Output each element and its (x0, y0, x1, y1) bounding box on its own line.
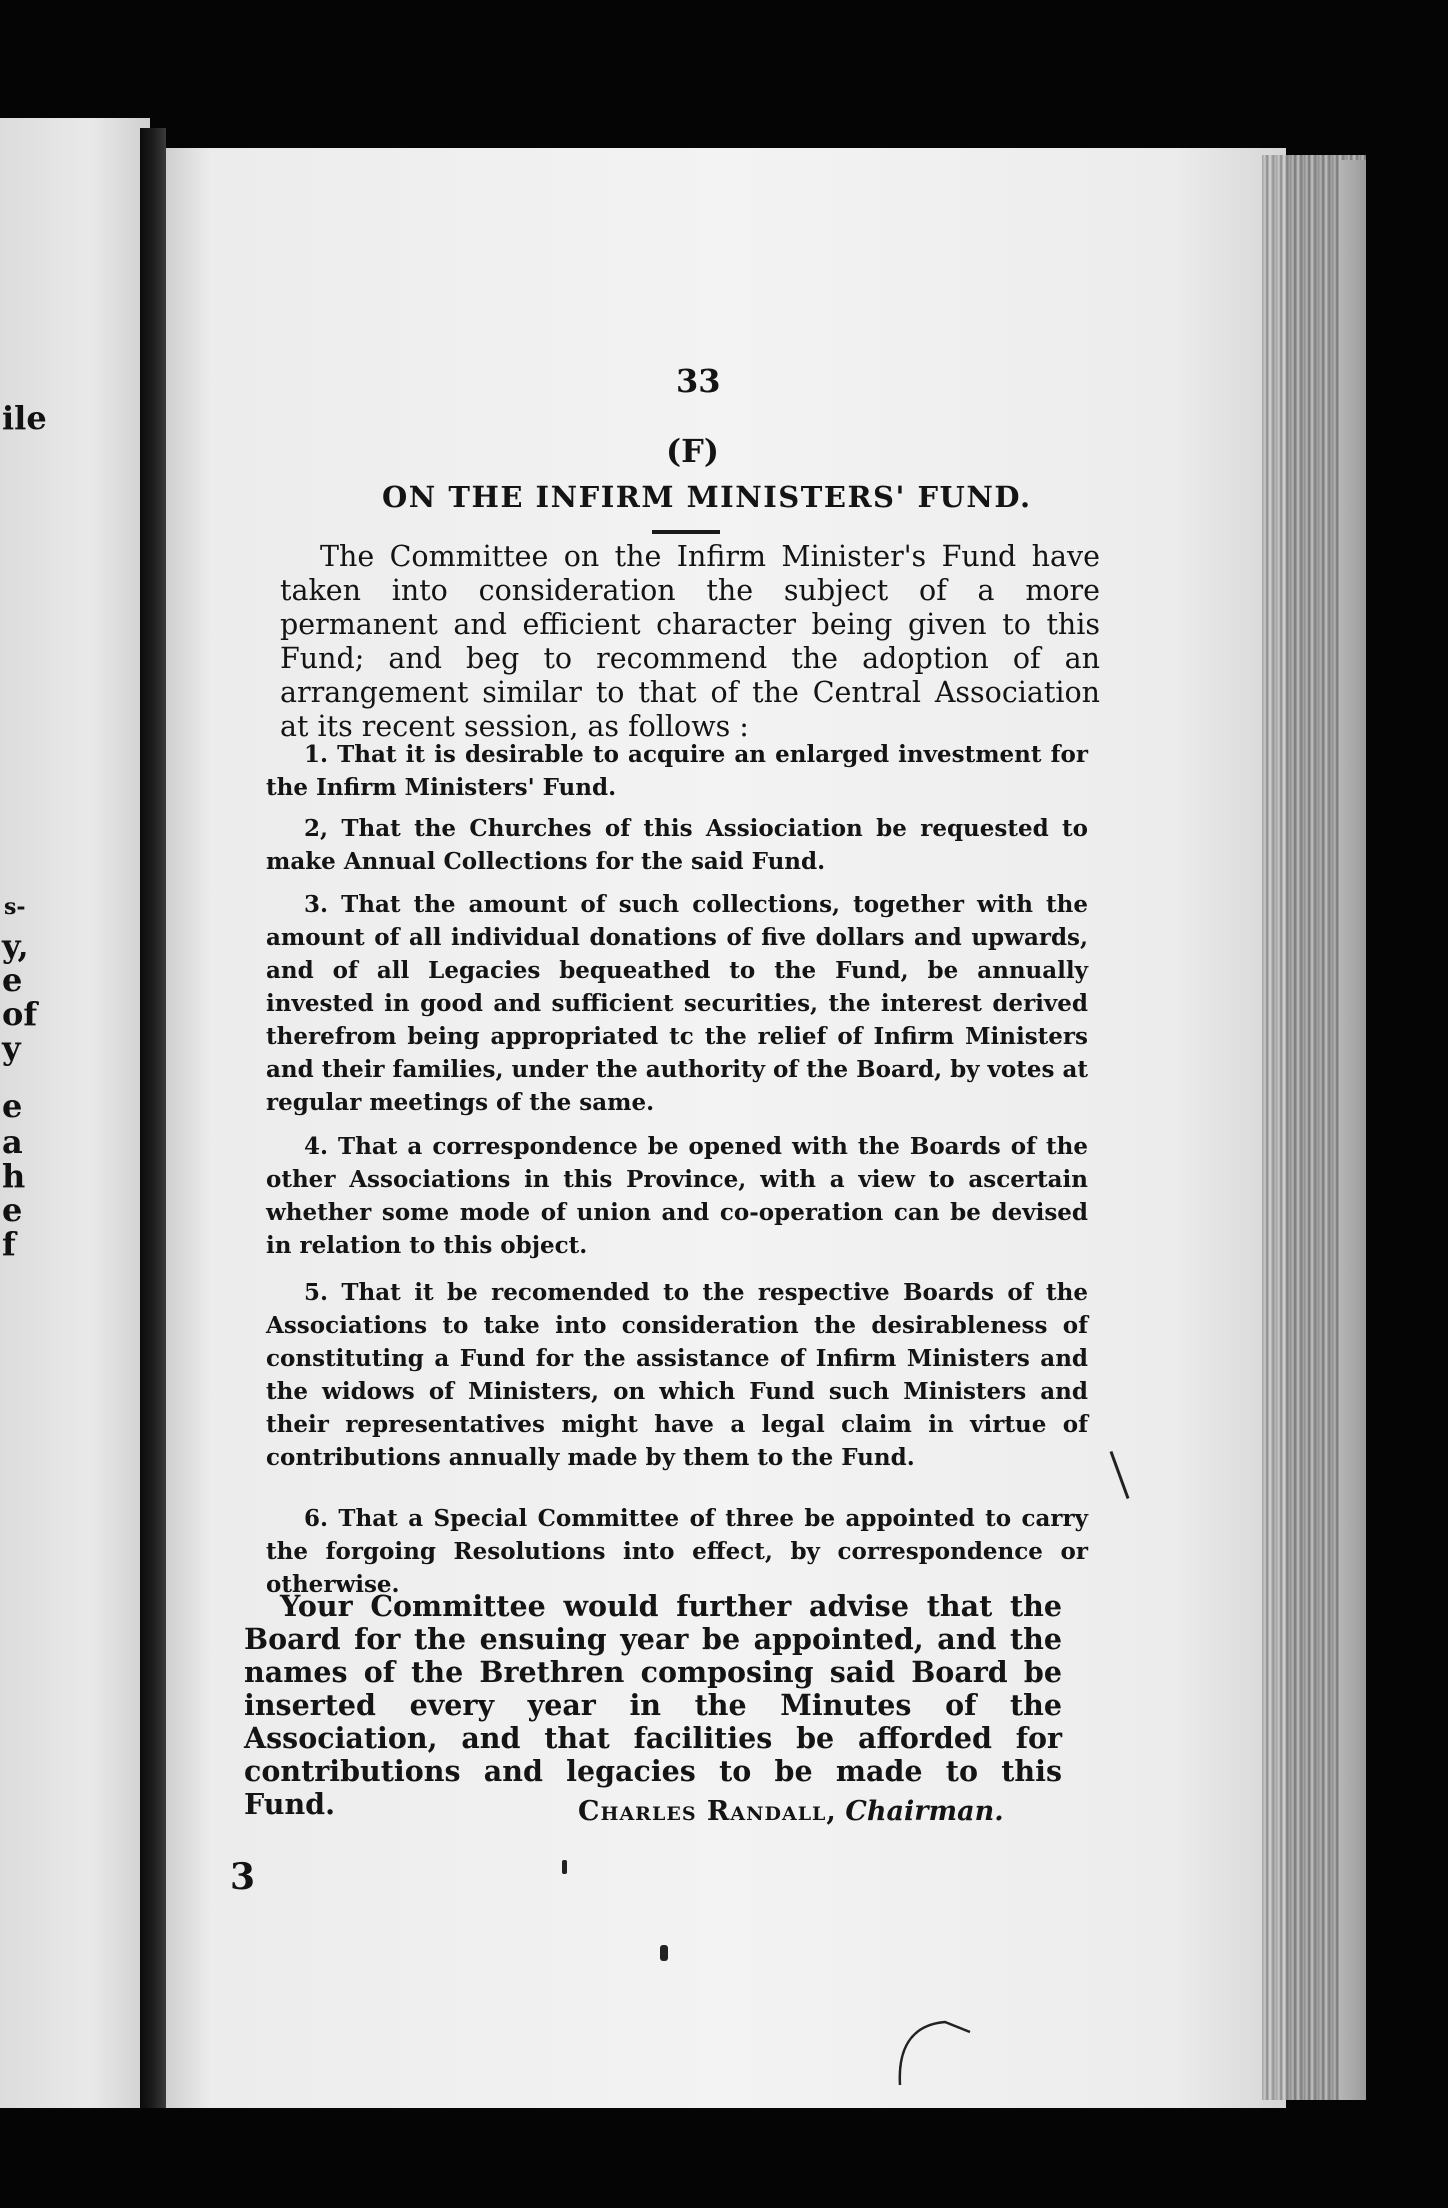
page-edge-outer (1340, 160, 1366, 2100)
signature-number: 3 (230, 1856, 256, 1898)
page-gutter (140, 128, 166, 2108)
resolution-item: 5. That it be recomended to the respective Boards of the Associations to take into consideration the desirableness of constituting a Fund for the assistance of Infirm Ministers and the widows of Ministers, on which Fund such Ministers and their representatives might have a legal claim in virtue of contributions annually made by them to the Fund. (266, 1279, 1088, 1471)
left-page-text: s- (4, 894, 26, 920)
page-number: 33 (676, 362, 721, 400)
scan-speck (660, 1945, 668, 1961)
left-page-fragment (0, 118, 150, 2108)
resolution-item: 4. That a correspondence be opened with the Boards of the other Associations in this Province, with a view to ascertain whether some mode of union and co-operation can be devised in relation to this object. (266, 1133, 1088, 1259)
section-title: ON THE INFIRM MINISTERS' FUND. (382, 480, 1032, 514)
signature-name: Charles Randall, (578, 1796, 837, 1827)
left-page-text: y (2, 1029, 21, 1067)
scan-scribble (890, 2010, 980, 2090)
left-page-text: h (2, 1157, 26, 1195)
left-page-text: a (2, 1123, 23, 1161)
signature (578, 1796, 1004, 1827)
signature-title: Chairman. (845, 1796, 1004, 1827)
left-page-text: e (2, 1191, 23, 1229)
intro-paragraph: The Committee on the Infirm Minister's Fund have taken into consideration the subject of a more permanent and efficient character being given to this Fund; and beg to recommend the adoption of an arrangement similar to that of the Central Association at its recent session, as follows : (280, 540, 1100, 743)
scan-speck (562, 1860, 567, 1874)
left-page-text: e (2, 961, 23, 999)
resolution-item: 6. That a Special Committee of three be appointed to carry the forgoing Resolutions into effect, by correspondence or otherwise. (266, 1505, 1088, 1598)
left-page-text: y, (2, 927, 29, 965)
left-page-text: e (2, 1087, 23, 1125)
resolution-item: 1. That it is desirable to acquire an enlarged investment for the Infirm Ministers' Fund. (266, 741, 1088, 801)
left-page-text: ile (2, 399, 47, 437)
resolution-item: 3. That the amount of such collections, together with the amount of all individual donations of five dollars and upwards, and of all Legacies bequeathed to the Fund, be annually invested in good and sufficient securities, the interest derived therefrom being appropriated tc the relief of Infirm Ministers and their families, under the authority of the Board, by votes at regular meetings of the same. (266, 891, 1088, 1116)
left-page-text: of (2, 995, 38, 1033)
closing-paragraph: Your Committee would further advise that the Board for the ensuing year be appointed, and the names of the Brethren composing said Board be inserted every year in the Minutes of the Association, and that facilities be afforded for contributions and legacies to be made to this Fund. (244, 1589, 1062, 1821)
section-label: (F) (666, 432, 719, 470)
resolution-item: 2, That the Churches of this Assiociation be requested to make Annual Collections for the said Fund. (266, 815, 1088, 875)
left-page-text: f (2, 1225, 16, 1263)
title-rule (652, 530, 720, 534)
